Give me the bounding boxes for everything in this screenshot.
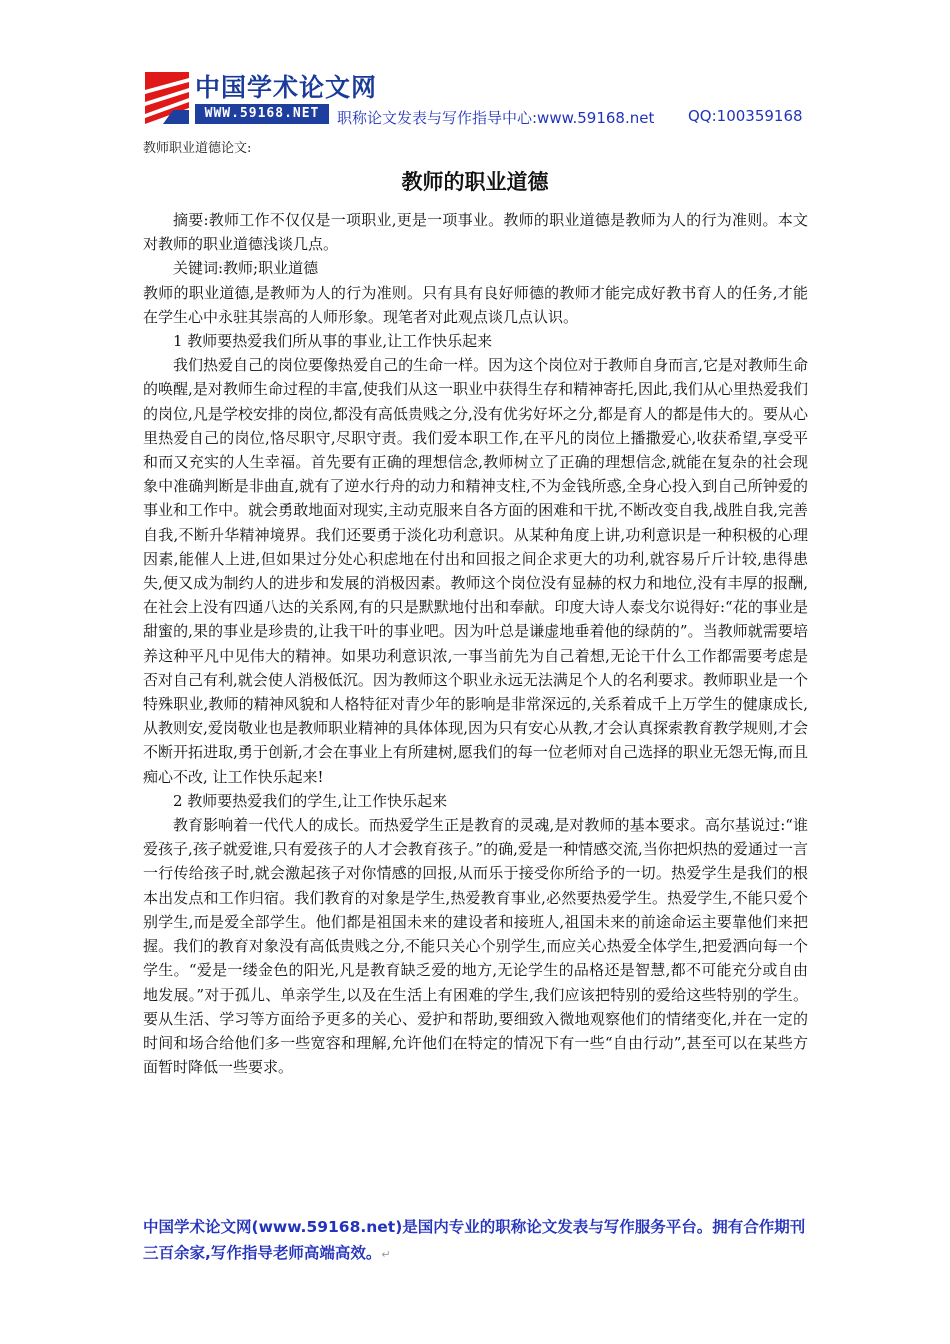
paragraph: 我们热爱自己的岗位要像热爱自己的生命一样。因为这个岗位对于教师自身而言,它是对教师生命的唤醒,是对教师生命过程的丰富,使我们从这一职业中获得生存和精神寄托,因此,我们从心里热爱我们的岗位,凡是学校安排的岗位,都没有高低贵贱之分,没有优劣好坏之分,都是育人的都是伟大的。要从心里热爱自己的岗位,恪尽职守,尽职守责。我们爱本职工作,在平凡的岗位上播撒爱心,收获希望,享受平和而又充实的人生幸福。首先要有正确的理想信念,教师树立了正确的理想信念,就能在复杂的社会现象中准确判断是非曲直,就有了逆水行舟的动力和精神支柱,不为金钱所惑,全身心投入到自己所钟爱的事业和工作中。就会勇敢地面对现实,主动克服来自各方面的困难和干扰,不断改变自我,战胜自我,完善自我,不断升华精神境界。我们还要勇于淡化功利意识。从某种角度上讲,功利意识是一种积极的心理因素,能催人上进,但如果过分处心积虑地在付出和回报之间企求更大的功利,就容易斤斤计较,患得患失,便又成为制约人的进步和发展的消极因素。教师这个岗位没有显赫的权力和地位,没有丰厚的报酬,在社会上没有四通八达的关系网,有的只是默默地付出和奉献。印度大诗人泰戈尔说得好:“花的事业是甜蜜的,果的事业是珍贵的,让我干叶的事业吧。因为叶总是谦虚地垂着他的绿荫的”。当教师就需要培养这种平凡中见伟大的精神。如果功利意识浓,一事当前先为自己着想,无论干什么工作都需要考虑是否对自己有利,就会使人消极低沉。因为教师这个职业永远无法满足个人的名利要求。教师职业是一个特殊职业,教师的精神风貌和人格特征对青少年的影响是非常深远的,关系着成千上万学生的健康成长,从教则安,爱岗敬业也是教师职业精神的具体体现,因为只有安心从教,才会认真探索教育教学规则,才会不断开拓进取,勇于创新,才会在事业上有所建树,愿我们的每一位老师对自己选择的职业无怨无悔,而且痴心不改, 让工作快乐起来! bbox=[143, 356, 808, 786]
site-header bbox=[143, 66, 843, 130]
doc-body bbox=[143, 208, 808, 1079]
footer-text: 中国学术论文网(www.59168.net)是国内专业的职称论文发表与写作服务平台。拥有合作期刊三百余家,写作指导老师高端高效。 bbox=[143, 1218, 806, 1262]
logo-stripes-icon bbox=[143, 68, 191, 126]
header-slogan-link[interactable]: 职称论文发表与写作指导中心:www.59168.net bbox=[337, 109, 655, 127]
paragraph: 摘要:教师工作不仅仅是一项职业,更是一项事业。教师的职业道德是教师为人的行为准则。本文对教师的职业道德浅谈几点。 bbox=[143, 211, 808, 254]
logo-url: WWW.59168.NET bbox=[195, 104, 329, 124]
site-logo[interactable] bbox=[143, 66, 378, 128]
paragraph: 1 教师要热爱我们所从事的事业,让工作快乐起来 bbox=[173, 332, 493, 351]
paragraph: 教育影响着一代代人的成长。而热爱学生正是教育的灵魂,是对教师的基本要求。高尔基说过:“谁爱孩子,孩子就爱谁,只有爱孩子的人才会教育孩子。”的确,爱是一种情感交流,当你把炽热的爱通过一言一行传给孩子时,就会激起孩子对你情感的回报,从而乐于接受你所给予的一切。热爱学生是我们的根本出发点和工作归宿。我们教育的对象是学生,热爱教育事业,必然要热爱学生。热爱学生,不能只爱个别学生,而是爱全部学生。他们都是祖国未来的建设者和接班人,祖国未来的前途命运主要靠他们来把握。我们的教育对象没有高低贵贱之分,不能只关心个别学生,而应关心热爱全体学生,把爱洒向每一个学生。“爱是一缕金色的阳光,凡是教育缺乏爱的地方,无论学生的品格还是智慧,都不可能充分或自由地发展。”对于孤儿、单亲学生,以及在生活上有困难的学生,我们应该把特别的爱给这些特别的学生。要从生活、学习等方面给予更多的关心、爱护和帮助,要细致入微地观察他们的情绪变化,并在一定的时间和场合给他们多一些宽容和理解,允许他们在特定的情况下有一些“自由行动”,甚至可以在某些方面暂时降低一些要求。 bbox=[143, 816, 808, 1077]
header-qq: QQ:100359168 bbox=[688, 107, 803, 125]
paragraph: 2 教师要热爱我们的学生,让工作快乐起来 bbox=[173, 791, 448, 810]
doc-title: 教师的职业道德 bbox=[401, 170, 549, 194]
logo-text: 中国学术论文网 bbox=[195, 73, 378, 102]
paragraph: 教师的职业道德,是教师为人的行为准则。只有具有良好师德的教师才能完成好教书育人的任务,才能在学生心中永驻其崇高的人师形象。现笔者对此观点谈几点认识。 bbox=[143, 283, 808, 326]
footer-note bbox=[143, 1214, 811, 1268]
paragraph: 关键词:教师;职业道德 bbox=[173, 259, 319, 278]
doc-category: 教师职业道德论文: bbox=[143, 141, 252, 156]
paragraph-mark-icon: ↵ bbox=[381, 1248, 391, 1261]
